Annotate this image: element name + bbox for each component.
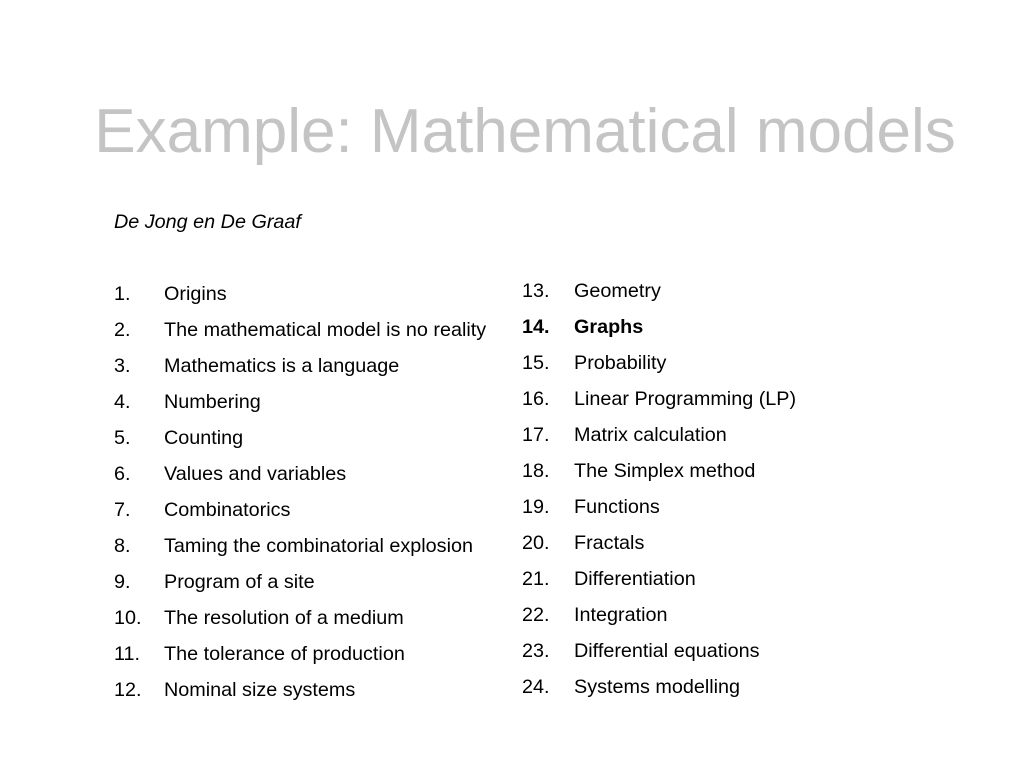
contents-item: [522, 561, 922, 597]
contents-item: [522, 489, 922, 525]
item-label: Origins: [164, 283, 227, 305]
item-number: 3.: [114, 355, 131, 377]
contents-item: [114, 564, 504, 600]
item-number: 17.: [522, 424, 550, 446]
item-label: Integration: [574, 604, 668, 626]
item-number: 10.: [114, 607, 142, 629]
item-number: 4.: [114, 391, 131, 413]
item-label: Systems modelling: [574, 676, 741, 698]
item-label: Linear Programming (LP): [574, 388, 797, 410]
item-label: Graphs: [574, 316, 644, 338]
item-label: Fractals: [574, 532, 645, 554]
item-label: Numbering: [164, 391, 261, 413]
contents-list-right: [522, 273, 922, 705]
item-number: 23.: [522, 640, 550, 662]
contents-list-left: [114, 276, 504, 708]
contents-item: [114, 636, 504, 672]
item-number: 2.: [114, 319, 131, 341]
item-number: 9.: [114, 571, 131, 593]
item-number: 8.: [114, 535, 131, 557]
contents-item: [114, 672, 504, 708]
contents-item: [114, 348, 504, 384]
contents-item: [522, 525, 922, 561]
item-number: 14.: [522, 316, 550, 338]
contents-item: [522, 417, 922, 453]
item-number: 24.: [522, 676, 550, 698]
item-number: 18.: [522, 460, 550, 482]
item-label: Probability: [574, 352, 667, 374]
contents-item: [522, 633, 922, 669]
item-label: The mathematical model is no reality: [164, 319, 487, 341]
item-label: Nominal size systems: [164, 679, 356, 701]
contents-item: [522, 273, 922, 309]
contents-item: [522, 597, 922, 633]
item-number: 12.: [114, 679, 142, 701]
item-number: 1.: [114, 283, 131, 305]
item-label: The resolution of a medium: [164, 607, 404, 629]
contents-item: [522, 669, 922, 705]
slide-subtitle: De Jong en De Graaf: [114, 211, 301, 233]
contents-item: [522, 453, 922, 489]
item-label: Matrix calculation: [574, 424, 727, 446]
item-label: Differential equations: [574, 640, 760, 662]
contents-item: [522, 381, 922, 417]
slide-title: Example: Mathematical models: [94, 97, 956, 166]
item-label: Geometry: [574, 280, 661, 302]
item-label: Differentiation: [574, 568, 696, 590]
item-number: 19.: [522, 496, 550, 518]
item-label: Combinatorics: [164, 499, 291, 521]
contents-item: [114, 276, 504, 312]
item-label: Functions: [574, 496, 660, 518]
item-number: 16.: [522, 388, 550, 410]
contents-item: [114, 384, 504, 420]
item-label: Values and variables: [164, 463, 347, 485]
item-number: 22.: [522, 604, 550, 626]
item-number: 15.: [522, 352, 550, 374]
contents-item: [114, 600, 504, 636]
item-number: 11.: [114, 643, 141, 665]
contents-item: [114, 420, 504, 456]
item-label: Mathematics is a language: [164, 355, 400, 377]
contents-item: [114, 456, 504, 492]
item-number: 7.: [114, 499, 131, 521]
contents-item: [114, 312, 504, 348]
item-number: 6.: [114, 463, 131, 485]
item-number: 5.: [114, 427, 131, 449]
item-label: Counting: [164, 427, 244, 449]
contents-item: [114, 492, 504, 528]
item-number: 20.: [522, 532, 550, 554]
item-number: 13.: [522, 280, 550, 302]
item-number: 21.: [522, 568, 550, 590]
item-label: Taming the combinatorial explosion: [164, 535, 473, 557]
contents-item: [114, 528, 504, 564]
item-label: The Simplex method: [574, 460, 756, 482]
item-label: The tolerance of production: [164, 643, 405, 665]
item-label: Program of a site: [164, 571, 315, 593]
contents-item: [522, 345, 922, 381]
contents-item-current: [522, 309, 922, 345]
